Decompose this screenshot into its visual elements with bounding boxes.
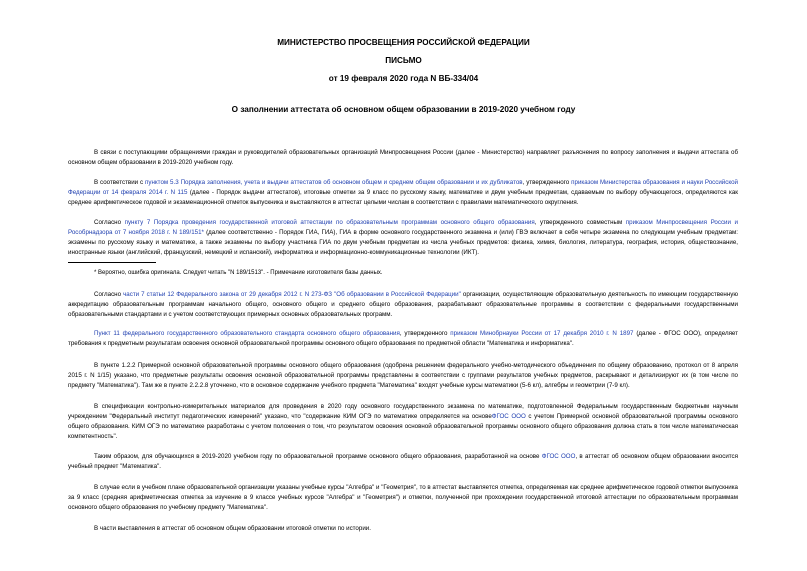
paragraph-4 <box>68 290 738 320</box>
paragraph-7-text-2: с учетом Примерной основной образовательной программы основного общего образования. КИМ ОГЭ по математике разработаны с учетом положения о том, что результатом освоения основной образовательной программы основного общего образования должна стать в том числе математическая компетентность". <box>68 413 738 440</box>
paragraph-10: В части выставления в аттестат об основном общем образовании итоговой отметки по истории. <box>94 525 371 532</box>
paragraph-7-text-1: В спецификации контрольно-измерительных материалов для проведения в 2020 году основного государственного экзамена по математике, подготовленной Федеральным государственным бюджетным научным учреждением "Федеральный институт педагогических измерений" указано, что "содержание КИМ ОГЭ по математике определяется на основе <box>68 403 738 420</box>
link-law-273-fz[interactable]: части 7 статьи 12 Федерального закона от 29 декабря 2012 г. N 273-ФЗ "Об образовании в Российской Федерации" <box>123 291 461 298</box>
paragraph-5-text-2: (далее - ФГОС ООО), определяет требования к предметным результатам освоения основной образовательной программы основного общего образования по предметной области "Математика и информатика". <box>68 330 738 347</box>
link-fgos-ooo-2[interactable]: ФГОС ООО <box>541 453 576 460</box>
paragraph-3 <box>68 218 738 258</box>
link-order-1897[interactable]: приказом Минобрнауки России от 17 декабря 2010 г. N 1897 <box>450 330 634 337</box>
ministry-heading: МИНИСТЕРСТВО ПРОСВЕЩЕНИЯ РОССИЙСКОЙ ФЕДЕРАЦИИ <box>277 38 530 47</box>
document-type: ПИСЬМО <box>385 56 422 65</box>
paragraph-2-text-1: В соответствии с <box>94 179 146 186</box>
link-fgos-ooo[interactable]: ФГОС ООО <box>491 413 526 420</box>
paragraph-1: В связи с поступающими обращениями граждан и руководителей образовательных организаций Минпросвещения России (далее - Министерство) направляет разъяснения по вопросу заполнения и выдачи аттестата об основном общем образовании в 2019-2020 учебном году. <box>68 149 738 166</box>
paragraph-5 <box>68 329 738 349</box>
document-title: О заполнении аттестата об основном общем образовании в 2019-2020 учебном году <box>231 105 576 114</box>
paragraph-5-text-1: , утвержденного <box>399 330 451 337</box>
paragraph-8-text-1: Таким образом, для обучающихся в 2019-2020 учебном году по образовательной программе основного общего образования, разработанной на основе <box>94 453 542 460</box>
link-gia-procedure-p7[interactable]: пункту 7 Порядка проведения государственной итоговой аттестации по образовательным программам основного общего образования <box>124 219 535 226</box>
paragraph-2 <box>68 178 738 208</box>
paragraph-6: В пункте 1.2.2 Примерной основной образовательной программы основного общего образования (одобрена решением федерального учебно-методического объединения по общему образованию, протокол от 8 апреля 2015 г. N 1/15) указано, что предметные результаты освоения основной образовательной программы представлены в соответствии с группами результатов учебных предметов, раскрывают и детализируют их (в том числе по предмету "Математика"). Там же в пункте 2.2.2.8 уточнено, что в основное содержание учебного предмета "Математика" входят учебные курсы математики (5-6 кл), алгебры и геометрии (7-9 кл). <box>68 362 738 389</box>
paragraph-7 <box>68 402 738 442</box>
paragraph-4-text-2: организации, осуществляющие образовательную деятельность по имеющим государственную аккредитацию образовательным программам начального общего, основного общего и среднего общего образования, разрабатывают образовательные программы в соответствии с федеральными государственными образовательными стандартами и с учетом соответствующих примерных основных образовательных программ. <box>68 291 738 318</box>
paragraph-8 <box>68 452 738 472</box>
paragraph-3-text-3: (далее соответственно - Порядок ГИА, ГИА), ГИА в форме основного государственного экзамена и (или) ГВЭ включает в себя четыре экзамена по следующим учебным предметам: экзамены по русскому языку и математике, а также экзамены по выбору участника ГИА по двум учебным предметам из числа учебных предметов: физика, химия, биология, литература, география, история, обществознание, иностранные языки (английский, французский, немецкий и испанский), информатика и информационно-коммуникационные технологии (ИКТ). <box>68 229 738 256</box>
paragraph-2-text-3: (далее - Порядок выдачи аттестатов), итоговые отметки за 9 класс по русскому языку, математике и двум учебным предметам, сдаваемым по выбору обучающегося, определяются как среднее арифметическое годовой и экзаменационной отметок выпускника и выставляются в аттестат целыми числам в соответствии с правилами математического округления. <box>68 189 738 206</box>
paragraph-3-text-1: Согласно <box>94 219 125 226</box>
link-fgos-item-11[interactable]: Пункт 11 федерального государственного образовательного стандарта основного общего образования <box>94 330 400 337</box>
link-order-115[interactable]: приказом Министерства образования и науки Российской Федерации от 14 февраля 2014 г. N 115 <box>68 179 739 196</box>
link-order-189-151[interactable]: приказом Минпросвещения России и Рособрнадзора от 7 ноября 2018 г. N 189/151* <box>68 219 738 236</box>
paragraph-2-text-2: , утвержденного <box>522 179 572 186</box>
footnote: * Вероятно, ошибка оригинала. Следует читать "N 189/1513". - Примечание изготовителя базы данных. <box>94 270 383 276</box>
document-date-number: от 19 февраля 2020 года N ВБ-334/04 <box>328 74 479 83</box>
paragraph-9: В случае если в учебном плане образовательной организации указаны учебные курсы "Алгебра" и "Геометрия", то в аттестат выставляется отметка, определяемая как среднее арифметическое годовой отметки выпускника за 9 класс (средняя арифметическая отметка за изучение в 9 классе учебных курсов "Алгебра" и "Геометрия") и отметки, полученной при прохождении государственной итоговой аттестации по образовательным программам основного общего образования по учебному предмету "Математика". <box>68 484 738 511</box>
link-order-5-3[interactable]: пунктом 5.3 Порядка заполнения, учета и выдачи аттестатов об основном общем и среднем общем образовании и их дубликатов <box>145 179 523 186</box>
paragraph-4-text-1: Согласно <box>94 291 124 298</box>
footnote-divider <box>68 262 156 263</box>
paragraph-8-text-2: , в аттестат об основном общем образовании вносится учебный предмет "Математика". <box>68 453 738 470</box>
paragraph-3-text-2: , утвержденного совместным <box>534 219 626 226</box>
